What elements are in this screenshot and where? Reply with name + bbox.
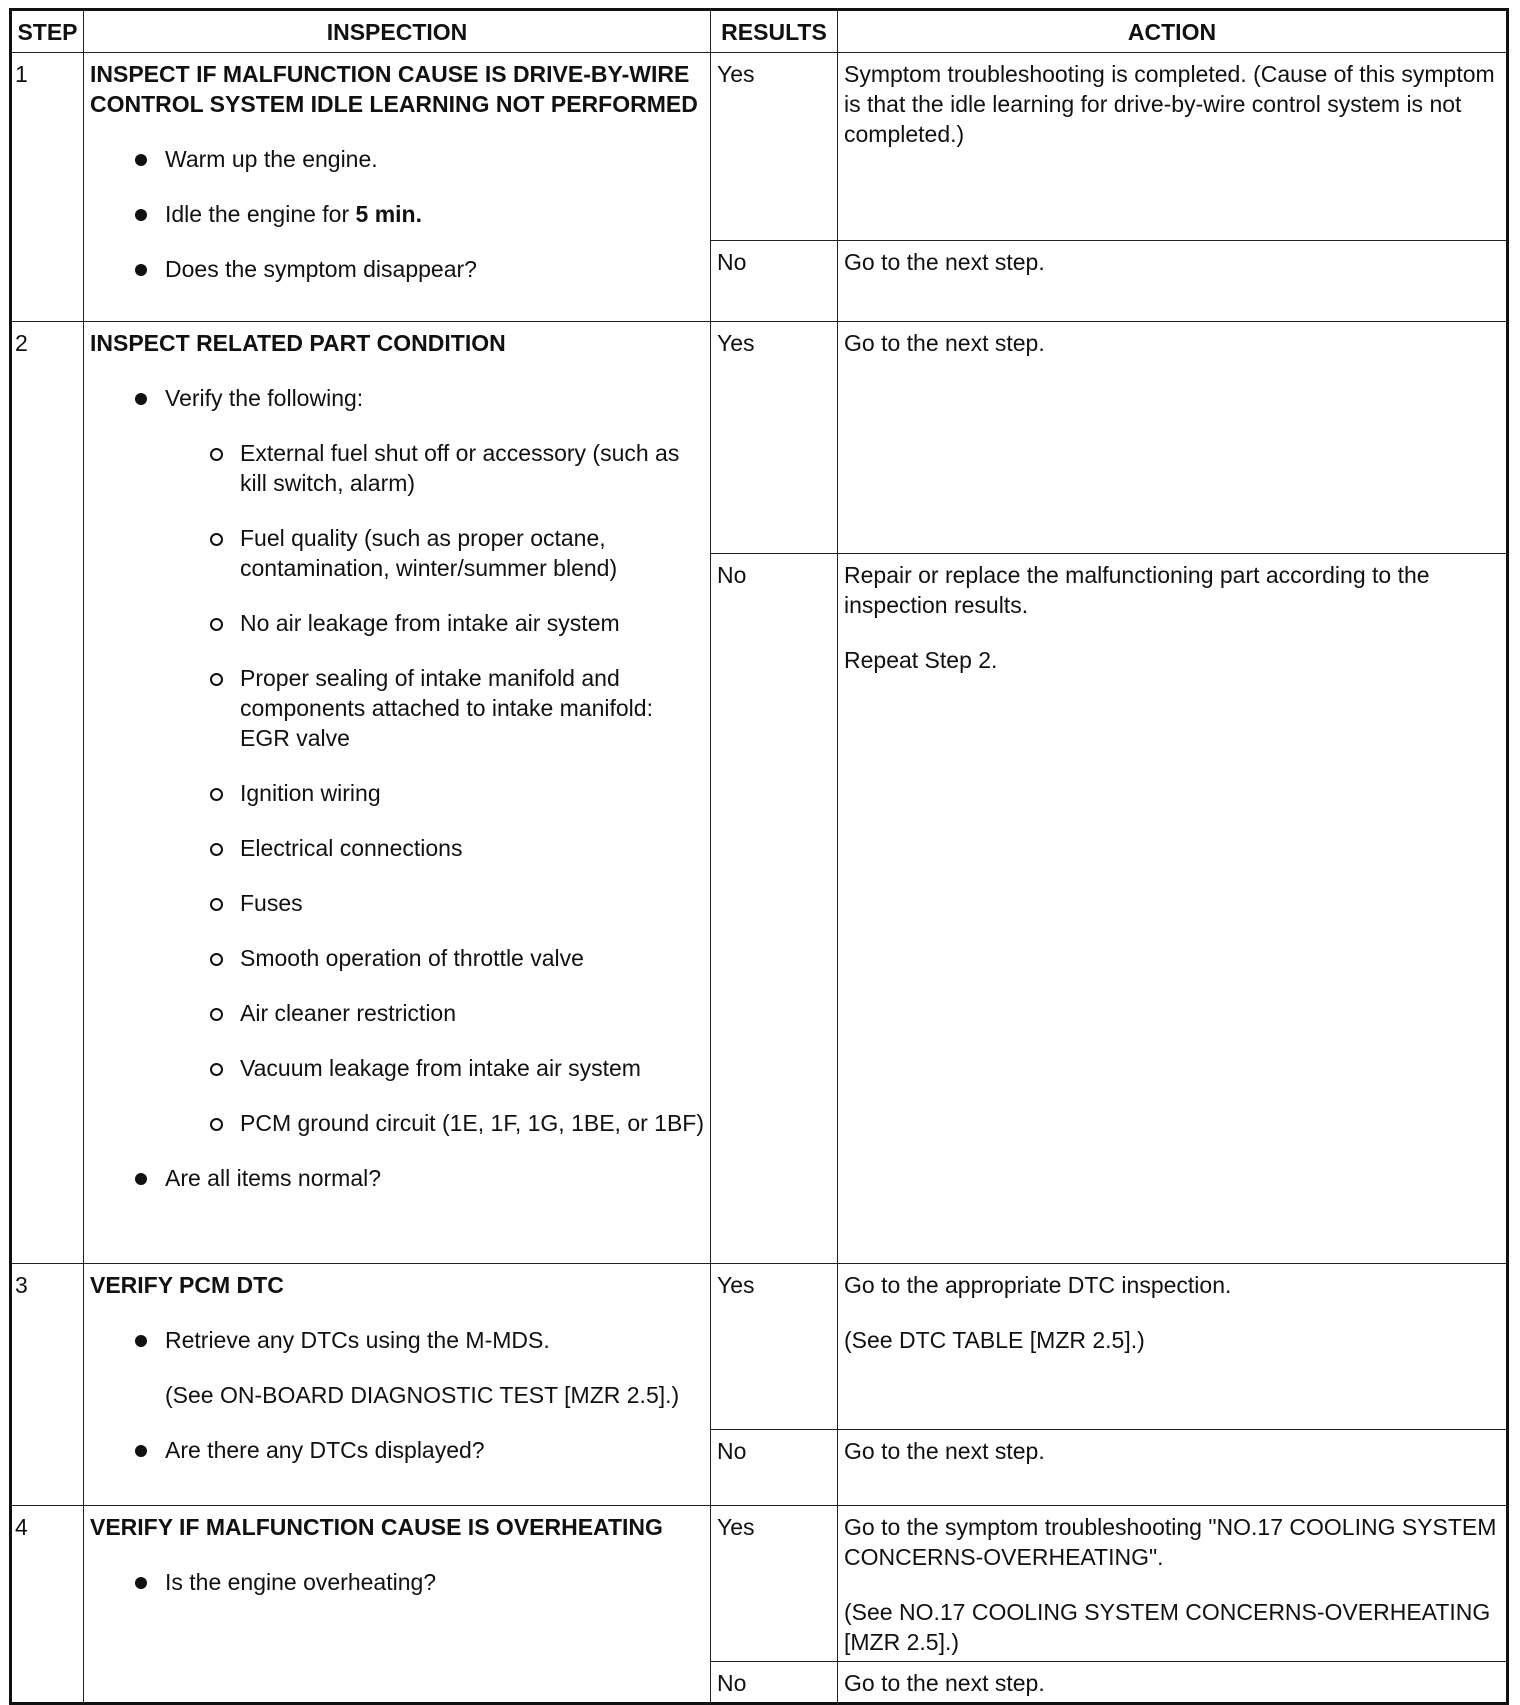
step-title: INSPECT RELATED PART CONDITION xyxy=(90,330,506,356)
header-results: RESULTS xyxy=(711,10,838,53)
list-item-text: External fuel shut off or accessory (such as kill switch, alarm) xyxy=(240,440,680,496)
result-no: No xyxy=(711,554,838,1264)
list-item-text: Retrieve any DTCs using the M-MDS. xyxy=(165,1327,550,1353)
action-no: Go to the next step. xyxy=(838,241,1508,322)
list-item-text: Fuses xyxy=(240,890,303,916)
list-item-text: Idle the engine for xyxy=(165,201,356,227)
list-item xyxy=(165,1325,704,1355)
list-item-text: Fuel quality (such as proper octane, contamination, winter/summer blend) xyxy=(240,525,618,581)
step-4-inspection xyxy=(84,1506,711,1704)
table-header-row xyxy=(11,10,1508,53)
step-number: 3 xyxy=(11,1264,84,1506)
bullet-circle-icon xyxy=(210,448,223,461)
step-number: 2 xyxy=(11,322,84,1264)
result-yes: Yes xyxy=(711,53,838,241)
list-item-text: Ignition wiring xyxy=(240,780,381,806)
sub-list-item xyxy=(240,1108,704,1138)
idle-duration: 5 min. xyxy=(355,201,422,227)
action-no: Go to the next step. xyxy=(838,1662,1508,1704)
list-item-text: Smooth operation of throttle valve xyxy=(240,945,584,971)
step-title: VERIFY PCM DTC xyxy=(90,1272,284,1298)
result-no: No xyxy=(711,1430,838,1506)
list-item-text: Air cleaner restriction xyxy=(240,1000,457,1026)
result-yes: Yes xyxy=(711,1506,838,1662)
list-item-text: Does the symptom disappear? xyxy=(165,256,477,282)
action-yes: Go to the next step. xyxy=(838,322,1508,554)
bullet-dot-icon xyxy=(135,1173,147,1185)
action-yes xyxy=(838,1264,1508,1430)
list-item xyxy=(165,199,704,229)
sub-list-item xyxy=(240,608,704,638)
bullet-circle-icon xyxy=(210,673,223,686)
list-item xyxy=(165,144,704,174)
result-yes: Yes xyxy=(711,322,838,554)
bullet-list xyxy=(90,144,704,284)
step-1-yes-row xyxy=(11,53,1508,241)
list-item xyxy=(165,383,704,413)
sub-list-item xyxy=(240,778,704,808)
action-reference: (See NO.17 COOLING SYSTEM CONCERNS-OVERHEATING [MZR 2.5].) xyxy=(844,1599,1491,1655)
sub-list-item xyxy=(240,888,704,918)
list-item-text: Is the engine overheating? xyxy=(165,1569,437,1595)
list-item-text: Electrical connections xyxy=(240,835,463,861)
list-item xyxy=(165,1435,704,1465)
sub-list-item xyxy=(240,1053,704,1083)
bullet-circle-icon xyxy=(210,618,223,631)
sub-list-item xyxy=(240,663,704,753)
list-item-text: Are all items normal? xyxy=(165,1165,382,1191)
result-yes: Yes xyxy=(711,1264,838,1430)
action-text: Go to the appropriate DTC inspection. xyxy=(844,1272,1232,1298)
troubleshooting-table xyxy=(9,8,1509,1705)
bullet-circle-icon xyxy=(210,953,223,966)
troubleshooting-page xyxy=(9,8,1509,1705)
action-text: Go to the symptom troubleshooting "NO.17 COOLING SYSTEM CONCERNS-OVERHEATING". xyxy=(844,1514,1497,1570)
header-action: ACTION xyxy=(838,10,1508,53)
step-1-inspection xyxy=(84,53,711,322)
sub-list-item xyxy=(240,523,704,583)
list-item-text: PCM ground circuit (1E, 1F, 1G, 1BE, or 1BF) xyxy=(240,1110,704,1136)
bullet-dot-icon xyxy=(135,264,147,276)
bullet-list xyxy=(90,1567,704,1597)
bullet-dot-icon xyxy=(135,1445,147,1457)
bullet-list xyxy=(90,383,704,1193)
bullet-dot-icon xyxy=(135,1577,147,1589)
list-item xyxy=(165,1163,704,1193)
action-yes xyxy=(838,1506,1508,1662)
list-item-text: Vacuum leakage from intake air system xyxy=(240,1055,641,1081)
sub-list-item xyxy=(240,833,704,863)
result-no: No xyxy=(711,241,838,322)
bullet-dot-icon xyxy=(135,209,147,221)
action-text-repeat: Repeat Step 2. xyxy=(844,647,998,673)
sub-list-item xyxy=(240,943,704,973)
step-title: INSPECT IF MALFUNCTION CAUSE IS DRIVE-BY-WIRE CONTROL SYSTEM IDLE LEARNING NOT PERFORMED xyxy=(90,61,698,117)
list-item-text: Verify the following: xyxy=(165,385,364,411)
bullet-dot-icon xyxy=(135,154,147,166)
bullet-circle-icon xyxy=(210,843,223,856)
result-no: No xyxy=(711,1662,838,1704)
header-inspection: INSPECTION xyxy=(84,10,711,53)
bullet-list xyxy=(90,1325,704,1355)
reference-note: (See ON-BOARD DIAGNOSTIC TEST [MZR 2.5].) xyxy=(165,1382,680,1408)
header-step: STEP xyxy=(11,10,84,53)
action-no xyxy=(838,554,1508,1264)
list-item-text: Warm up the engine. xyxy=(165,146,378,172)
list-item xyxy=(165,254,704,284)
action-reference: (See DTC TABLE [MZR 2.5].) xyxy=(844,1327,1145,1353)
bullet-circle-icon xyxy=(210,1118,223,1131)
list-item-text: Proper sealing of intake manifold and components attached to intake manifold: EGR valve xyxy=(240,665,653,751)
step-3-yes-row xyxy=(11,1264,1508,1430)
step-4-yes-row xyxy=(11,1506,1508,1662)
bullet-circle-icon xyxy=(210,898,223,911)
bullet-circle-icon xyxy=(210,1063,223,1076)
bullet-circle-icon xyxy=(210,533,223,546)
bullet-circle-icon xyxy=(210,788,223,801)
action-text: Repair or replace the malfunctioning part according to the inspection results. xyxy=(844,562,1430,618)
list-item xyxy=(165,1567,704,1597)
step-number: 4 xyxy=(11,1506,84,1704)
bullet-circle-icon xyxy=(210,1008,223,1021)
step-2-yes-row xyxy=(11,322,1508,554)
bullet-list xyxy=(90,1435,704,1465)
list-item-text: Are there any DTCs displayed? xyxy=(165,1437,485,1463)
sub-list-item xyxy=(240,438,704,498)
action-yes: Symptom troubleshooting is completed. (Cause of this symptom is that the idle learning for drive-by-wire control system is not completed.) xyxy=(838,53,1508,241)
bullet-dot-icon xyxy=(135,393,147,405)
step-3-inspection xyxy=(84,1264,711,1506)
bullet-dot-icon xyxy=(135,1335,147,1347)
step-2-inspection xyxy=(84,322,711,1264)
step-number: 1 xyxy=(11,53,84,322)
sub-list-item xyxy=(240,998,704,1028)
step-title: VERIFY IF MALFUNCTION CAUSE IS OVERHEATING xyxy=(90,1514,663,1540)
action-no: Go to the next step. xyxy=(838,1430,1508,1506)
list-item-text: No air leakage from intake air system xyxy=(240,610,620,636)
